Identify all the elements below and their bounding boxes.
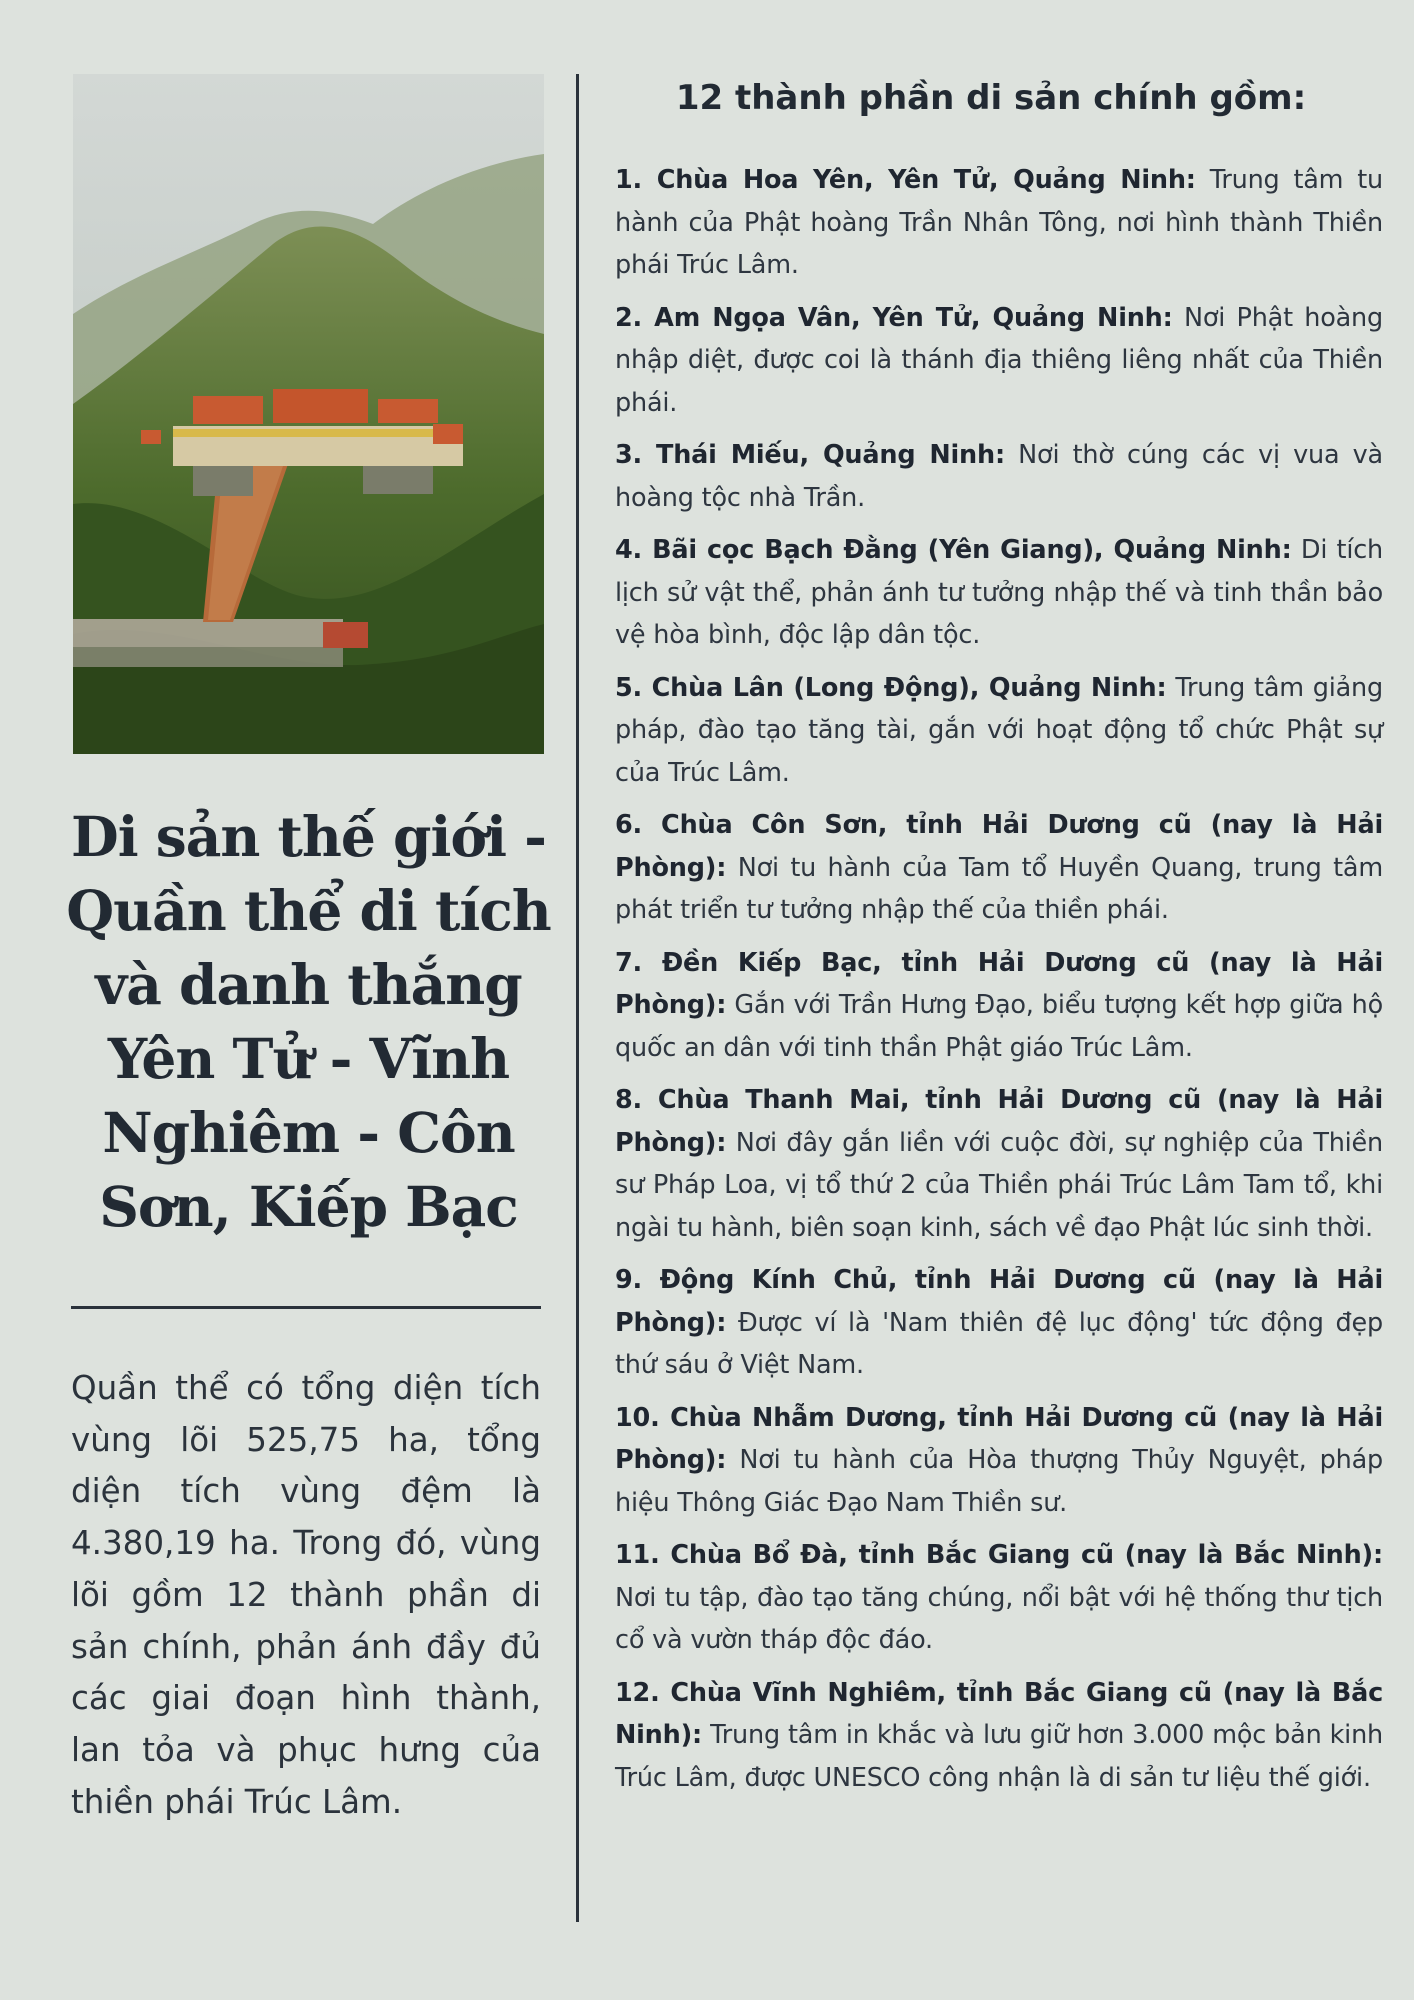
item-name: 12. Chùa Vĩnh Nghiêm, tỉnh Bắc Giang cũ (nay là Bắc Ninh): — [615, 1677, 1383, 1750]
item-name: 4. Bãi cọc Bạch Đằng (Yên Giang), Quảng Ninh: — [615, 535, 1292, 565]
list-item — [615, 1259, 1383, 1387]
item-description: Nơi Phật hoàng nhập diệt, được coi là thánh địa thiêng liêng nhất của Thiền phái. — [615, 302, 1383, 418]
list-item — [615, 1672, 1383, 1800]
list-item — [615, 297, 1383, 425]
pagoda-mountain-photo — [73, 74, 544, 754]
photo-illustration — [73, 74, 544, 754]
item-description: Trung tâm giảng pháp, đào tạo tăng tài, gắn với hoạt động tổ chức Phật sự của Trúc Lâm. — [615, 672, 1383, 788]
item-description: Nơi tu tập, đào tạo tăng chúng, nổi bật với hệ thống thư tịch cổ và vườn tháp độc đáo. — [615, 1582, 1383, 1655]
list-item — [615, 804, 1383, 932]
item-description: Nơi tu hành của Tam tổ Huyền Quang, trung tâm phát triển tư tưởng nhập thế của thiền phái. — [615, 852, 1383, 925]
item-name: 10. Chùa Nhẫm Dương, tỉnh Hải Dương cũ (nay là Hải Phòng): — [615, 1402, 1383, 1475]
column-divider — [576, 74, 579, 1922]
item-name: 5. Chùa Lân (Long Động), Quảng Ninh: — [615, 672, 1167, 703]
list-item — [615, 667, 1383, 795]
list-item — [615, 159, 1383, 287]
item-name: 7. Đền Kiếp Bạc, tỉnh Hải Dương cũ (nay là Hải Phòng): — [615, 947, 1383, 1020]
list-item — [615, 1534, 1383, 1662]
item-name: 1. Chùa Hoa Yên, Yên Tử, Quảng Ninh: — [615, 165, 1196, 195]
item-description: Trung tâm in khắc và lưu giữ hơn 3.000 mộc bản kinh Trúc Lâm, được UNESCO công nhận là di sản tư liệu thế giới. — [615, 1720, 1383, 1793]
page-title: Di sản thế giới - Quần thể di tích và danh thắng Yên Tử - Vĩnh Nghiêm - Côn Sơn, Kiếp Bạc — [66, 804, 551, 1239]
item-description: Trung tâm tu hành của Phật hoàng Trần Nhân Tông, nơi hình thành Thiền phái Trúc Lâm. — [615, 165, 1383, 280]
list-item — [615, 434, 1383, 519]
item-description: Nơi thờ cúng các vị vua và hoàng tộc nhà Trần. — [615, 440, 1383, 513]
item-name: 8. Chùa Thanh Mai, tỉnh Hải Dương cũ (nay là Hải Phòng): — [615, 1085, 1383, 1158]
heritage-list — [615, 159, 1383, 1809]
item-description: Di tích lịch sử vật thể, phản ánh tư tưởng nhập thế và tinh thần bảo vệ hòa bình, độc lập dân tộc. — [615, 535, 1383, 650]
item-description: Nơi đây gắn liền với cuộc đời, sự nghiệp của Thiền sư Pháp Loa, vị tổ thứ 2 của Thiền phái Trúc Lâm Tam tổ, khi ngài tu hành, biên soạn kinh, sách về đạo Phật lúc sinh thời. — [615, 1127, 1383, 1243]
heritage-list-heading: 12 thành phần di sản chính gồm: — [675, 78, 1307, 118]
item-name: 9. Động Kính Chủ, tỉnh Hải Dương cũ (nay là Hải Phòng): — [615, 1265, 1383, 1338]
list-item — [615, 1079, 1383, 1249]
item-name: 11. Chùa Bổ Đà, tỉnh Bắc Giang cũ (nay là Bắc Ninh): — [615, 1540, 1383, 1570]
item-description: Được ví là 'Nam thiên đệ lục động' tức động đẹp thứ sáu ở Việt Nam. — [615, 1307, 1383, 1380]
list-item — [615, 1397, 1383, 1525]
list-item — [615, 942, 1383, 1070]
title-divider — [71, 1306, 541, 1309]
item-name: 2. Am Ngọa Vân, Yên Tử, Quảng Ninh: — [615, 302, 1173, 333]
item-description: Gắn với Trần Hưng Đạo, biểu tượng kết hợp giữa hộ quốc an dân với tinh thần Phật giáo Trúc Lâm. — [615, 990, 1383, 1063]
item-name: 6. Chùa Côn Sơn, tỉnh Hải Dương cũ (nay là Hải Phòng): — [615, 810, 1383, 883]
item-name: 3. Thái Miếu, Quảng Ninh: — [615, 440, 1005, 470]
item-description: Nơi tu hành của Hòa thượng Thủy Nguyệt, pháp hiệu Thông Giác Đạo Nam Thiền sư. — [615, 1445, 1383, 1518]
list-item — [615, 529, 1383, 657]
intro-paragraph: Quần thể có tổng diện tích vùng lõi 525,75 ha, tổng diện tích vùng đệm là 4.380,19 ha. Trong đó, vùng lõi gồm 12 thành phần di sản chính, phản ánh đầy đủ các giai đoạn hình thành, lan tỏa và phục hưng của thiền phái Trúc Lâm. — [71, 1369, 541, 1821]
